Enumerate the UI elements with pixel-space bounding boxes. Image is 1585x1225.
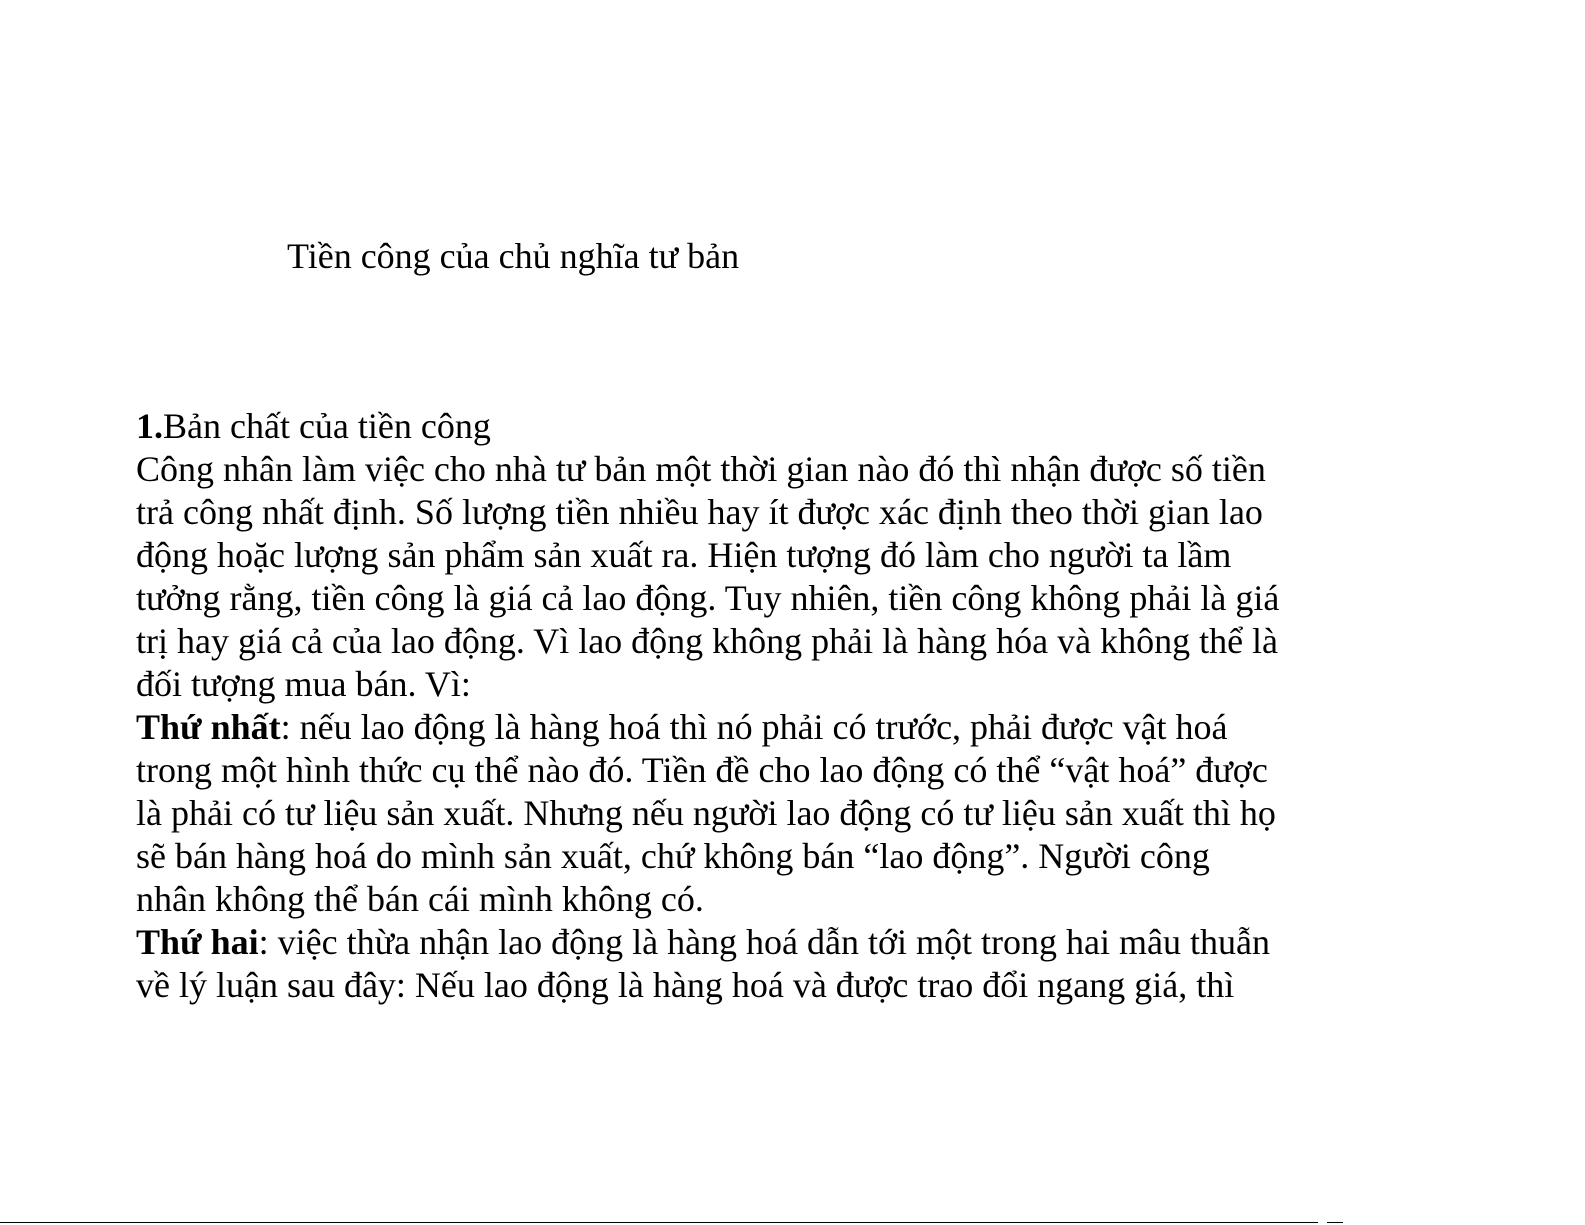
section-heading-text: Bản chất của tiền công [163, 406, 491, 446]
document-title: Tiền công của chủ nghĩa tư bản [287, 236, 740, 276]
paragraph-line: trị hay giá cả của lao động. Vì lao động không phải là hàng hóa và không thể là [136, 621, 1279, 661]
paragraph-line: trong một hình thức cụ thể nào đó. Tiền đề cho lao động có thể “vật hoá” được [136, 750, 1268, 790]
section-number: 1. [136, 406, 163, 446]
point-first-line [136, 706, 1336, 749]
point-text: : việc thừa nhận lao động là hàng hoá dẫn tới một trong hai mâu thuẫn [258, 922, 1270, 962]
paragraph-line: đối tượng mua bán. Vì: [136, 664, 471, 704]
point-label: Thứ hai [136, 922, 259, 962]
paragraph-line: Công nhân làm việc cho nhà tư bản một thời gian nào đó thì nhận được số tiền [136, 449, 1266, 489]
paragraph-line: tưởng rằng, tiền công là giá cả lao động. Tuy nhiên, tiền công không phải là giá [136, 578, 1280, 618]
page-bottom-rule [0, 1222, 1318, 1223]
section-heading [136, 405, 1336, 448]
point-first-line [136, 921, 1336, 964]
paragraph-line: sẽ bán hàng hoá do mình sản xuất, chứ không bán “lao động”. Người công [136, 836, 1210, 876]
document-body [136, 405, 1336, 1007]
paragraph-line: động hoặc lượng sản phẩm sản xuất ra. Hiện tượng đó làm cho người ta lầm [136, 535, 1232, 575]
paragraph-line: nhân không thể bán cái mình không có. [136, 879, 704, 919]
paragraph-line: là phải có tư liệu sản xuất. Nhưng nếu người lao động có tư liệu sản xuất thì họ [136, 793, 1276, 833]
point-text: : nếu lao động là hàng hoá thì nó phải có trước, phải được vật hoá [280, 707, 1228, 747]
page-bottom-rule-tail [1327, 1222, 1343, 1223]
paragraph-line: trả công nhất định. Số lượng tiền nhiều hay ít được xác định theo thời gian lao [136, 492, 1263, 532]
paragraph-line: về lý luận sau đây: Nếu lao động là hàng hoá và được trao đổi ngang giá, thì [136, 965, 1235, 1005]
point-label: Thứ nhất [136, 707, 281, 747]
